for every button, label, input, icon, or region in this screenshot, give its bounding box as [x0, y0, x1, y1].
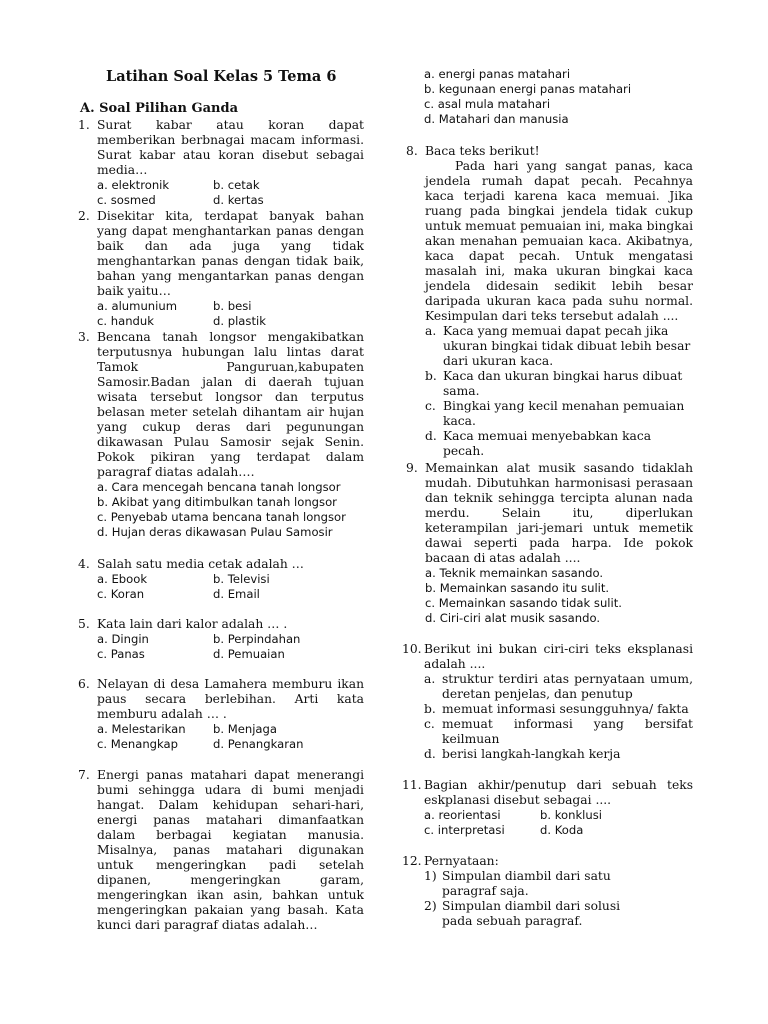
- options: [97, 178, 364, 208]
- statement-list: [424, 869, 654, 929]
- question-number: 3.: [78, 330, 90, 344]
- option-b: b. konklusi: [540, 808, 603, 822]
- option-a: a. Cara mencegah bencana tanah longsor: [97, 480, 341, 494]
- option-a: a. Teknik memainkan sasando.: [425, 566, 604, 580]
- options: [97, 572, 364, 602]
- options: [97, 722, 364, 752]
- question-5: [78, 617, 364, 662]
- question-stem: Disekitar kita, terdapat banyak bahan yang dapat menghantarkan panas dengan baik dan ada juga yang tidak menghantarkan panas dengan tidak baik, bahan yang mengantarkan panas dengan baik yaitu…: [97, 209, 364, 298]
- option-c: c. Koran: [97, 587, 145, 601]
- question-number: 8.: [406, 144, 418, 158]
- option-b: b. besi: [213, 299, 252, 313]
- option-b: b. Akibat yang ditimbulkan tanah longsor: [97, 495, 337, 509]
- options: [97, 632, 364, 662]
- option-c: c. asal mula matahari: [424, 97, 551, 111]
- question-number: 1.: [78, 118, 90, 132]
- option-d: d. Koda: [540, 823, 584, 837]
- option-c: c. Penyebab utama bencana tanah longsor: [97, 510, 346, 524]
- option-a: a. elektronik: [97, 178, 170, 192]
- question-stem: Salah satu media cetak adalah …: [97, 557, 304, 571]
- section-heading: A. Soal Pilihan Ganda: [80, 101, 239, 116]
- question-number: 11.: [402, 778, 422, 792]
- option-b: b. memuat informasi sesungguhnya/ fakta: [424, 702, 689, 716]
- option-a: a. energi panas matahari: [424, 67, 571, 81]
- page-title: Latihan Soal Kelas 5 Tema 6: [106, 68, 337, 85]
- option-d: d. Hujan deras dikawasan Pulau Samosir: [97, 525, 333, 539]
- option-a: a. Ebook: [97, 572, 148, 586]
- option-b: b. Menjaga: [213, 722, 278, 736]
- question-stem: Energi panas matahari dapat menerangi bumi sehingga udara di bumi menjadi hangat. Dalam kehidupan sehari-hari, energi panas matahari dimanfaatkan dalam berbagai kegiatan manusia. Misalnya, panas matahari digunakan untuk mengeringkan padi setelah dipanen, mengeringkan garam, mengeringkan ikan asin, bahkan untuk mengeringkan pakaian yang basah. Kata kunci dari paragraf diatas adalah…: [97, 768, 364, 932]
- options: [97, 480, 364, 540]
- question-number: 9.: [406, 461, 418, 475]
- question-stem: Surat kabar atau koran dapat memberikan berbnagai macam informasi. Surat kabar atau koran disebut sebagai media…: [97, 118, 364, 177]
- option-d: d. berisi langkah-langkah kerja: [424, 747, 621, 761]
- option-a: a. reorientasi: [424, 808, 501, 822]
- option-d: d. Matahari dan manusia: [424, 112, 569, 126]
- question-12: [402, 854, 693, 929]
- options: [97, 299, 364, 329]
- question-7-options: [424, 67, 694, 127]
- option-d: d. Email: [213, 587, 260, 601]
- question-6: [78, 677, 364, 752]
- option-b: b. Televisi: [213, 572, 270, 586]
- options: [424, 672, 693, 762]
- option-a: a. alumunium: [97, 299, 178, 313]
- question-number: 6.: [78, 677, 90, 691]
- question-stem: Bencana tanah longsor mengakibatkan terputusnya hubungan lalu lintas darat Tamok Panguruan,kabupaten Samosir.Badan jalan di daerah tujuan wisata tersebut longsor dan terputus belasan meter setelah dihantam air hujan yang cukup deras dari pegunungan dikawasan Pulau Samosir sejak Senin. Pokok pikiran yang terdapat dalam paragraf diatas adalah….: [97, 330, 364, 479]
- question-number: 12.: [402, 854, 422, 868]
- option-c: c. Memainkan sasando tidak sulit.: [425, 596, 622, 610]
- reading-intro: Baca teks berikut!: [425, 144, 540, 158]
- option-d: d. Ciri-ciri alat musik sasando.: [425, 611, 601, 625]
- options: [425, 324, 693, 459]
- option-b: b. Perpindahan: [213, 632, 301, 646]
- question-stem: Kata lain dari kalor adalah … .: [97, 617, 288, 631]
- option-d: d. Penangkaran: [213, 737, 304, 751]
- question-2: [78, 209, 364, 329]
- option-a: a. Dingin: [97, 632, 149, 646]
- question-stem: Nelayan di desa Lamahera memburu ikan paus secara berlebihan. Arti kata memburu adalah … .: [97, 677, 364, 721]
- option-c: c. sosmed: [97, 193, 156, 207]
- option-d: d. Kaca memuai menyebabkan kaca pecah.: [425, 429, 652, 458]
- option-a: a. struktur terdiri atas pernyataan umum, deretan penjelas, dan penutup: [424, 672, 693, 701]
- reading-passage: Pada hari yang sangat panas, kaca jendela rumah dapat pecah. Pecahnya kaca terjadi karena kaca memuai. Jika ruang pada bingkai jendela tidak cukup untuk memuat pemuaian ini, maka bingkai akan menahan pemuaian kaca. Akibatnya, kaca dapat pecah. Untuk mengatasi masalah ini, maka ukuran bingkai kaca jendela didesain sedikit lebih besar daripada ukuran kaca pada suhu normal. Kesimpulan dari teks tersebut adalah ....: [425, 159, 693, 323]
- option-c: c. interpretasi: [424, 823, 505, 837]
- question-number: 2.: [78, 209, 90, 223]
- question-8: [406, 144, 693, 459]
- question-10: [402, 642, 693, 762]
- question-number: 5.: [78, 617, 90, 631]
- options: [425, 566, 693, 626]
- question-stem: Berikut ini bukan ciri-ciri teks eksplanasi adalah ....: [424, 642, 693, 671]
- question-4: [78, 557, 364, 602]
- question-stem: Bagian akhir/penutup dari sebuah teks eskplanasi disebut sebagai ....: [424, 778, 693, 807]
- question-1: [78, 118, 364, 208]
- options: [424, 808, 693, 838]
- statement-2: 2) Simpulan diambil dari solusi pada sebuah paragraf.: [424, 899, 621, 928]
- option-d: d. plastik: [213, 314, 266, 328]
- question-7: [78, 768, 364, 933]
- option-b: b. Memainkan sasando itu sulit.: [425, 581, 610, 595]
- option-a: a. Melestarikan: [97, 722, 186, 736]
- question-stem: Pernyataan:: [424, 854, 499, 868]
- option-c: c. handuk: [97, 314, 154, 328]
- option-c: c. Menangkap: [97, 737, 179, 751]
- option-b: b. cetak: [213, 178, 260, 192]
- option-d: d. kertas: [213, 193, 264, 207]
- option-b: b. kegunaan energi panas matahari: [424, 82, 632, 96]
- option-b: b. Kaca dan ukuran bingkai harus dibuat sama.: [425, 369, 683, 398]
- option-c: c. Panas: [97, 647, 145, 661]
- question-9: [406, 461, 693, 626]
- option-c: c. Bingkai yang kecil menahan pemuaian kaca.: [425, 399, 685, 428]
- question-3: [78, 330, 364, 540]
- question-number: 4.: [78, 557, 90, 571]
- question-11: [402, 778, 693, 838]
- option-c: c. memuat informasi yang bersifat keilmuan: [424, 717, 693, 746]
- statement-1: 1) Simpulan diambil dari satu paragraf saja.: [424, 869, 611, 898]
- question-number: 10.: [402, 642, 422, 656]
- question-number: 7.: [78, 768, 90, 782]
- option-a: a. Kaca yang memuai dapat pecah jika ukuran bingkai tidak dibuat lebih besar dari ukuran kaca.: [425, 324, 691, 368]
- question-stem: Memainkan alat musik sasando tidaklah mudah. Dibutuhkan harmonisasi perasaan dan teknik sehingga tercipta alunan nada merdu. Selain itu, diperlukan keterampilan jari-jemari untuk memetik dawai seperti pada harpa. Ide pokok bacaan di atas adalah ....: [425, 461, 693, 565]
- option-d: d. Pemuaian: [213, 647, 285, 661]
